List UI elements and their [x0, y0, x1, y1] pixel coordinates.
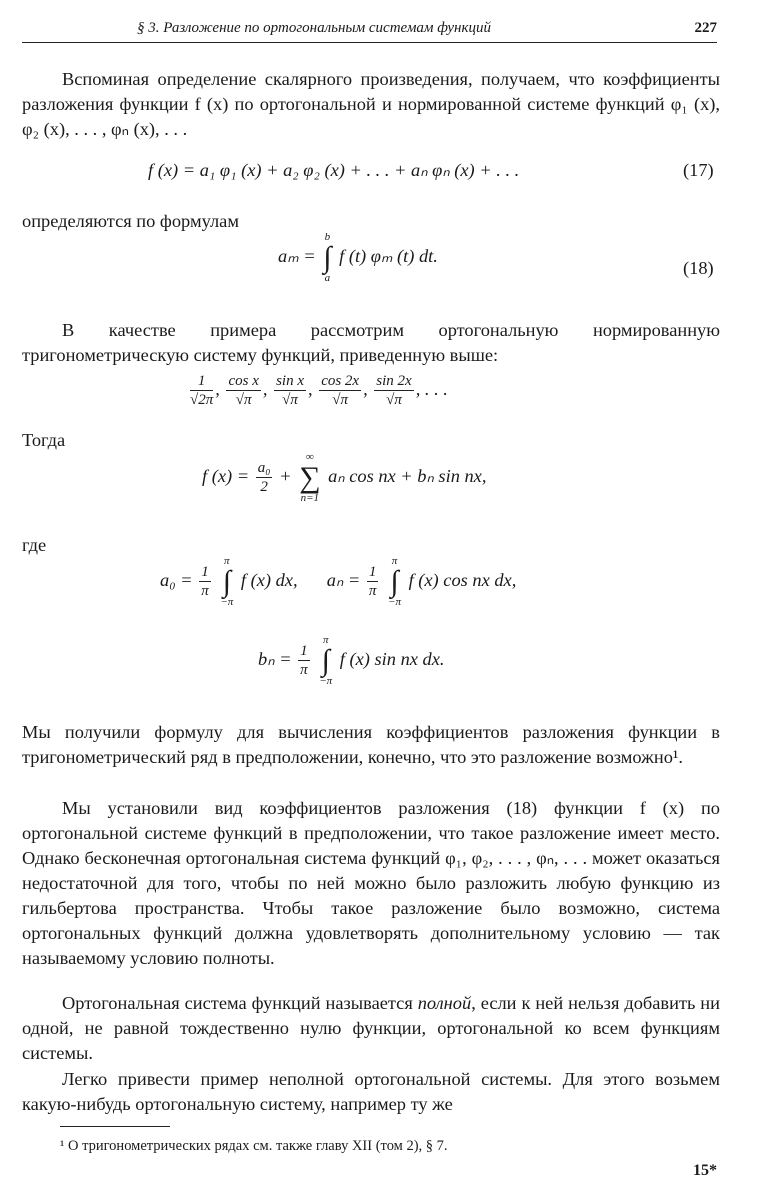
- frac-2: $\frac{\text{cos x}}{√\pi}$: [228, 373, 259, 408]
- term-complete: полной: [417, 993, 472, 1013]
- running-title: § 3. Разложение по ортогональным системам функций: [137, 20, 491, 36]
- paragraph-definition: Ортогональная система функций называется полной, если к ней нельзя добавить ни одной, не равной тождественно нулю функции, ортогональной ко всем функциям системы.: [22, 993, 720, 1063]
- paragraph-example-incomplete: Легко привести пример неполной ортогональной системы. Для этого возьмем какую-нибудь ортогональную систему, например ту же: [22, 1069, 720, 1114]
- frac-5: $\frac{\sin 2x}{√\pi}$: [376, 373, 412, 408]
- frac-4: $\frac{\cos 2x}{√\pi}$: [321, 373, 360, 408]
- equation-17: f (x) = a₁ φ₁ (x) + a₂ φ₂ (x) + . . . + aₙ φₙ (x) + . . .: [148, 160, 520, 180]
- frac-1: $\frac{1}{√2\pi}$: [190, 373, 214, 408]
- equation-17-number: (17): [683, 160, 714, 180]
- page-number: 227: [694, 20, 717, 36]
- integral-sign: π ∫ −π: [220, 555, 234, 608]
- footnote: ¹ О тригонометрических рядах см. также главу XII (том 2), § 7.: [60, 1138, 448, 1154]
- coefficient-formula-b: bₙ = $\frac{1}{\pi}$ π ∫ −π f (x) sin nx dx.: [258, 634, 445, 687]
- coefficient-formulas-a: a₀ = $\frac{1}{\pi}$ π ∫ −π f (x) dx, aₙ = $\frac{1}{\pi}$ π ∫ −π f (x) cos nx dx,: [160, 555, 517, 608]
- frac-3: $\frac{\text{sin x}}{√\pi}$: [276, 373, 304, 408]
- fourier-series: f (x) = $\frac{\text{a₀}}{2}$ + ∞ ∑ n=1 aₙ cos nx + bₙ sin nx,: [202, 451, 487, 504]
- word-then: Тогда: [22, 430, 66, 450]
- paragraph-completeness: Мы установили вид коэффициентов разложения (18) функции f (x) по ортогональной системе функций в предположении, что такое разложение имеет место. Однако бесконечная ортогональная система функций φ₁, φ₂, . . . , φₙ, . . . может оказаться недостаточной для того, чтобы по ней можно было разложить любую функцию из гильбертова пространства. Чтобы такое разложение было возможно, система ортогональных функций должна удовлетворять дополнительному условию — так называемому условию полноты.: [22, 798, 720, 968]
- frac-a0-half: $\frac{\text{a₀}}{2}$: [257, 460, 271, 495]
- eq18-lhs: aₘ =: [278, 246, 316, 267]
- paragraph-intro: Вспоминая определение скалярного произведения, получаем, что коэффициенты разложения функции f (x) по ортогональной и нормированной системе функций φ₁ (x), φ₂ (x), . . . , φₙ (x), . . .: [22, 69, 720, 139]
- integral-sign: b ∫ a: [323, 231, 332, 284]
- integral-sign: π ∫ −π: [388, 555, 401, 608]
- footnote-rule: [60, 1126, 170, 1127]
- equation-18-number: (18): [683, 258, 714, 278]
- running-header: [22, 20, 717, 43]
- paragraph-example: В качестве примера рассмотрим ортогональную нормированную тригонометрическую систему функций, приведенную выше:: [22, 320, 720, 365]
- sum-sign: ∞ ∑ n=1: [299, 451, 321, 504]
- trig-system: $\frac{1}{√2\pi}$ , $\frac{\text{cos x}}{√\pi}$ , $\frac{\text{sin x}}{√\pi}$ , $\frac{\cos 2x}{√\pi}$ , $\frac{\sin 2x}{√\pi}$ , . . .: [190, 373, 448, 408]
- word-where: где: [22, 535, 47, 555]
- eq18-integrand: f (t) φₘ (t) dt.: [339, 246, 438, 267]
- equation-18: [278, 232, 438, 284]
- integral-sign: π ∫ −π: [319, 634, 333, 687]
- paragraph-result: Мы получили формулу для вычисления коэффициентов разложения функции в тригонометрический ряд в предположении, конечно, что это разложение возможно¹.: [22, 722, 720, 767]
- paragraph-formulas: определяются по формулам: [22, 211, 239, 231]
- signature-mark: 15*: [693, 1162, 717, 1179]
